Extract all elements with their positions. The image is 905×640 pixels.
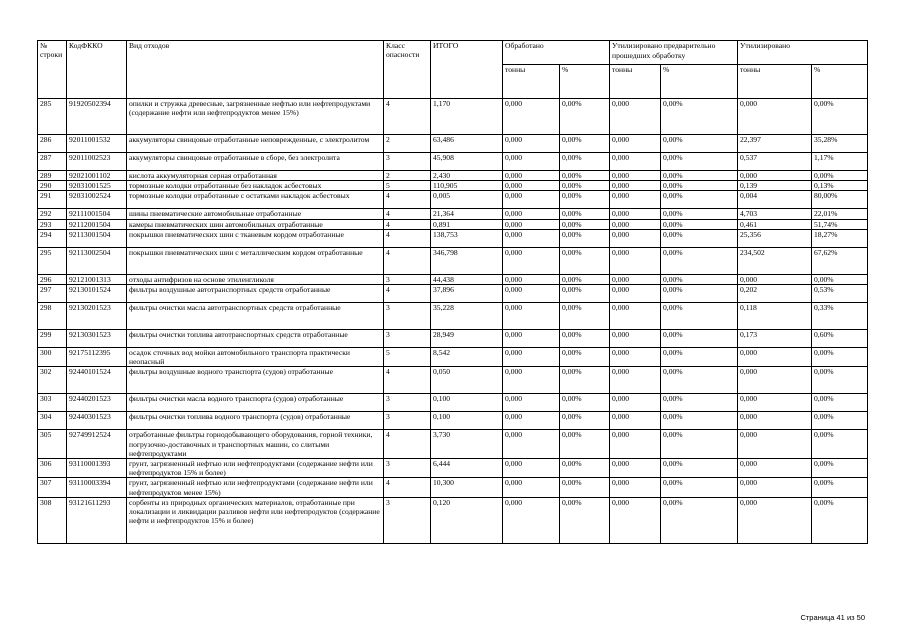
row-number: 308: [38, 497, 67, 543]
utilized-tonnes: 0,118: [738, 303, 812, 330]
utilized-tonnes: 0,004: [738, 191, 812, 209]
waste-name: грунт, загрязненный нефтью или нефтепродуктами (содержание нефти или нефтепродуктов 15% и более): [127, 459, 384, 478]
table-row: [38, 367, 868, 394]
table-row: [38, 285, 868, 303]
utilized-pre-percent: 0,00%: [661, 274, 738, 284]
header-row-no: № строки: [38, 41, 67, 99]
utilized-tonnes: 0,000: [738, 459, 812, 478]
utilized-pre-tonnes: 0,000: [610, 430, 661, 459]
table-row: [38, 274, 868, 284]
processed-percent: 0,00%: [560, 229, 610, 247]
waste-name: отходы антифризов на основе этиленгликоля: [127, 274, 384, 284]
header-utilized-percent: %: [812, 65, 868, 99]
utilized-percent: 0,53%: [812, 285, 868, 303]
utilized-pre-percent: 0,00%: [661, 412, 738, 430]
header-processed-percent: %: [560, 65, 610, 99]
table-row: [38, 330, 868, 348]
total-value: 2,430: [431, 171, 503, 181]
total-value: 0,120: [431, 497, 503, 543]
processed-tonnes: 0,000: [503, 367, 560, 394]
row-number: 289: [38, 171, 67, 181]
table-row: [38, 430, 868, 459]
utilized-tonnes: 234,502: [738, 247, 812, 274]
row-number: 296: [38, 274, 67, 284]
processed-tonnes: 0,000: [503, 247, 560, 274]
hazard-class: 3: [384, 412, 431, 430]
utilized-tonnes: 0,139: [738, 181, 812, 191]
waste-code: 92440201523: [67, 394, 127, 412]
table-row: [38, 497, 868, 543]
utilized-tonnes: 0,537: [738, 153, 812, 171]
utilized-percent: 0,00%: [812, 171, 868, 181]
utilized-pre-percent: 0,00%: [661, 394, 738, 412]
utilized-tonnes: 0,202: [738, 285, 812, 303]
row-number: 307: [38, 478, 67, 497]
total-value: 45,908: [431, 153, 503, 171]
processed-tonnes: 0,000: [503, 274, 560, 284]
utilized-percent: 0,00%: [812, 478, 868, 497]
header-utilized-pre-tonnes: тонны: [610, 65, 661, 99]
utilized-percent: 0,00%: [812, 412, 868, 430]
waste-name: покрышки пневматических шин с металлическим кордом отработанные: [127, 247, 384, 274]
hazard-class: 3: [384, 153, 431, 171]
processed-percent: 0,00%: [560, 478, 610, 497]
table-row: [38, 412, 868, 430]
total-value: 21,364: [431, 209, 503, 219]
utilized-pre-percent: 0,00%: [661, 191, 738, 209]
utilized-pre-tonnes: 0,000: [610, 247, 661, 274]
table-row: [38, 153, 868, 171]
processed-percent: 0,00%: [560, 247, 610, 274]
row-number: 291: [38, 191, 67, 209]
waste-name: покрышки пневматических шин с тканевым кордом отработанные: [127, 229, 384, 247]
processed-tonnes: 0,000: [503, 153, 560, 171]
row-number: 297: [38, 285, 67, 303]
utilized-tonnes: 4,703: [738, 209, 812, 219]
waste-name: фильтры очистки масла водного транспорта (судов) отработанные: [127, 394, 384, 412]
total-value: 0,050: [431, 367, 503, 394]
waste-code: 92175112395: [67, 348, 127, 367]
processed-percent: 0,00%: [560, 367, 610, 394]
utilized-pre-percent: 0,00%: [661, 171, 738, 181]
header-processed-tonnes: тонны: [503, 65, 560, 99]
waste-name: аккумуляторы свинцовые отработанные неповрежденные, с электролитом: [127, 135, 384, 153]
processed-percent: 0,00%: [560, 459, 610, 478]
row-number: 295: [38, 247, 67, 274]
row-number: 292: [38, 209, 67, 219]
waste-name: тормозные колодки отработанные с остатками накладок асбестовых: [127, 191, 384, 209]
waste-code: 92031002524: [67, 191, 127, 209]
row-number: 286: [38, 135, 67, 153]
table-row: [38, 229, 868, 247]
hazard-class: 4: [384, 219, 431, 229]
utilized-pre-tonnes: 0,000: [610, 209, 661, 219]
row-number: 285: [38, 99, 67, 135]
utilized-pre-tonnes: 0,000: [610, 229, 661, 247]
processed-tonnes: 0,000: [503, 430, 560, 459]
processed-tonnes: 0,000: [503, 285, 560, 303]
hazard-class: 3: [384, 497, 431, 543]
utilized-pre-tonnes: 0,000: [610, 303, 661, 330]
utilized-percent: 0,00%: [812, 459, 868, 478]
header-utilized-tonnes: тонны: [738, 65, 812, 99]
utilized-percent: 0,60%: [812, 330, 868, 348]
processed-tonnes: 0,000: [503, 412, 560, 430]
utilized-pre-tonnes: 0,000: [610, 412, 661, 430]
hazard-class: 5: [384, 181, 431, 191]
processed-tonnes: 0,000: [503, 209, 560, 219]
utilized-pre-tonnes: 0,000: [610, 497, 661, 543]
utilized-pre-percent: 0,00%: [661, 153, 738, 171]
header-utilized-pre-percent: %: [661, 65, 738, 99]
utilized-pre-tonnes: 0,000: [610, 171, 661, 181]
hazard-class: 4: [384, 478, 431, 497]
total-value: 0,100: [431, 412, 503, 430]
total-value: 8,542: [431, 348, 503, 367]
processed-percent: 0,00%: [560, 348, 610, 367]
table-row: [38, 348, 868, 367]
utilized-pre-percent: 0,00%: [661, 285, 738, 303]
hazard-class: 4: [384, 99, 431, 135]
hazard-class: 3: [384, 303, 431, 330]
total-value: 63,486: [431, 135, 503, 153]
utilized-percent: 0,00%: [812, 367, 868, 394]
total-value: 37,896: [431, 285, 503, 303]
waste-code: 93110001393: [67, 459, 127, 478]
table-row: [38, 459, 868, 478]
row-number: 300: [38, 348, 67, 367]
utilized-tonnes: 0,000: [738, 171, 812, 181]
processed-percent: 0,00%: [560, 153, 610, 171]
processed-tonnes: 0,000: [503, 219, 560, 229]
utilized-tonnes: 0,000: [738, 478, 812, 497]
processed-tonnes: 0,000: [503, 99, 560, 135]
page-number: Страница 41 из 50: [800, 613, 865, 622]
hazard-class: 5: [384, 348, 431, 367]
hazard-class: 4: [384, 367, 431, 394]
total-value: 110,905: [431, 181, 503, 191]
processed-percent: 0,00%: [560, 99, 610, 135]
table-row: [38, 394, 868, 412]
processed-percent: 0,00%: [560, 171, 610, 181]
utilized-percent: 80,00%: [812, 191, 868, 209]
utilized-pre-tonnes: 0,000: [610, 274, 661, 284]
processed-percent: 0,00%: [560, 497, 610, 543]
utilized-pre-tonnes: 0,000: [610, 459, 661, 478]
utilized-tonnes: 0,000: [738, 99, 812, 135]
waste-name: опилки и стружка древесные, загрязненные нефтью или нефтепродуктами (содержание нефти или нефтепродуктов менее 15%): [127, 99, 384, 135]
waste-code: 93110003394: [67, 478, 127, 497]
row-number: 306: [38, 459, 67, 478]
utilized-percent: 0,00%: [812, 394, 868, 412]
utilized-percent: 1,17%: [812, 153, 868, 171]
hazard-class: 3: [384, 330, 431, 348]
utilized-pre-tonnes: 0,000: [610, 478, 661, 497]
waste-code: 92440301523: [67, 412, 127, 430]
hazard-class: 4: [384, 229, 431, 247]
waste-name: шины пневматические автомобильные отработанные: [127, 209, 384, 219]
table-header: [38, 41, 868, 99]
processed-percent: 0,00%: [560, 219, 610, 229]
waste-code: 92011001532: [67, 135, 127, 153]
utilized-pre-tonnes: 0,000: [610, 330, 661, 348]
waste-name: фильтры очистки масла автотранспортных средств отработанные: [127, 303, 384, 330]
header-total: ИТОГО: [431, 41, 503, 99]
processed-percent: 0,00%: [560, 330, 610, 348]
utilized-pre-tonnes: 0,000: [610, 219, 661, 229]
utilized-percent: 0,13%: [812, 181, 868, 191]
processed-tonnes: 0,000: [503, 191, 560, 209]
utilized-tonnes: 0,000: [738, 394, 812, 412]
utilized-pre-percent: 0,00%: [661, 330, 738, 348]
header-utilized-pre: Утилизировано предварительно прошедших обработку: [610, 41, 738, 65]
utilized-pre-percent: 0,00%: [661, 367, 738, 394]
utilized-percent: 22,01%: [812, 209, 868, 219]
waste-name: фильтры воздушные водного транспорта (судов) отработанные: [127, 367, 384, 394]
utilized-pre-tonnes: 0,000: [610, 153, 661, 171]
utilized-tonnes: 0,461: [738, 219, 812, 229]
header-waste-type: Вид отходов: [127, 41, 384, 99]
table-body: [38, 99, 868, 544]
waste-code: 92130301523: [67, 330, 127, 348]
utilized-pre-percent: 0,00%: [661, 135, 738, 153]
hazard-class: 2: [384, 135, 431, 153]
processed-tonnes: 0,000: [503, 229, 560, 247]
waste-name: камеры пневматических шин автомобильных отработанные: [127, 219, 384, 229]
utilized-percent: 0,00%: [812, 99, 868, 135]
row-number: 294: [38, 229, 67, 247]
utilized-percent: 18,27%: [812, 229, 868, 247]
waste-table: [37, 40, 868, 544]
waste-code: 92021001102: [67, 171, 127, 181]
total-value: 35,228: [431, 303, 503, 330]
table-row: [38, 478, 868, 497]
utilized-pre-percent: 0,00%: [661, 219, 738, 229]
waste-name: аккумуляторы свинцовые отработанные в сборе, без электролита: [127, 153, 384, 171]
utilized-tonnes: 0,000: [738, 497, 812, 543]
waste-name: осадок сточных вод мойки автомобильного транспорта практически неопасный: [127, 348, 384, 367]
waste-code: 92130201523: [67, 303, 127, 330]
waste-code: 92113001504: [67, 229, 127, 247]
hazard-class: 4: [384, 247, 431, 274]
total-value: 3,730: [431, 430, 503, 459]
waste-code: 92130101524: [67, 285, 127, 303]
total-value: 28,949: [431, 330, 503, 348]
total-value: 346,798: [431, 247, 503, 274]
utilized-pre-tonnes: 0,000: [610, 285, 661, 303]
table-row: [38, 171, 868, 181]
waste-code: 92112001504: [67, 219, 127, 229]
waste-name: фильтры воздушные автотранспортных средств отработанные: [127, 285, 384, 303]
processed-percent: 0,00%: [560, 181, 610, 191]
hazard-class: 2: [384, 171, 431, 181]
processed-tonnes: 0,000: [503, 135, 560, 153]
waste-name: тормозные колодки отработанные без накладок асбестовых: [127, 181, 384, 191]
utilized-pre-tonnes: 0,000: [610, 367, 661, 394]
waste-name: отработанные фильтры горнодобывающего оборудования, горной техники, погрузочно-доставочных и транспортных машин, со слитыми нефтепродуктами: [127, 430, 384, 459]
row-number: 303: [38, 394, 67, 412]
total-value: 0,891: [431, 219, 503, 229]
processed-tonnes: 0,000: [503, 330, 560, 348]
header-hazard-class: Класс опасности: [384, 41, 431, 99]
processed-percent: 0,00%: [560, 285, 610, 303]
hazard-class: 4: [384, 430, 431, 459]
row-number: 290: [38, 181, 67, 191]
waste-name: грунт, загрязненный нефтью или нефтепродуктами (содержание нефти или нефтепродуктов менее 15%): [127, 478, 384, 497]
table-row: [38, 209, 868, 219]
table-row: [38, 303, 868, 330]
row-number: 298: [38, 303, 67, 330]
utilized-pre-percent: 0,00%: [661, 303, 738, 330]
utilized-percent: 67,62%: [812, 247, 868, 274]
utilized-tonnes: 25,356: [738, 229, 812, 247]
processed-tonnes: 0,000: [503, 303, 560, 330]
waste-name: фильтры очистки топлива водного транспорта (судов) отработанные: [127, 412, 384, 430]
utilized-pre-tonnes: 0,000: [610, 99, 661, 135]
hazard-class: 4: [384, 285, 431, 303]
utilized-tonnes: 0,000: [738, 430, 812, 459]
utilized-percent: 0,00%: [812, 497, 868, 543]
utilized-pre-percent: 0,00%: [661, 430, 738, 459]
utilized-pre-percent: 0,00%: [661, 229, 738, 247]
waste-code: 93121611293: [67, 497, 127, 543]
utilized-pre-tonnes: 0,000: [610, 348, 661, 367]
processed-percent: 0,00%: [560, 303, 610, 330]
row-number: 287: [38, 153, 67, 171]
processed-percent: 0,00%: [560, 412, 610, 430]
waste-code: 92031001525: [67, 181, 127, 191]
hazard-class: 3: [384, 274, 431, 284]
waste-name: кислота аккумуляторная серная отработанная: [127, 171, 384, 181]
processed-tonnes: 0,000: [503, 348, 560, 367]
waste-code: 92440101524: [67, 367, 127, 394]
waste-code: 92111001504: [67, 209, 127, 219]
header-utilized: Утилизировано: [738, 41, 868, 65]
processed-percent: 0,00%: [560, 191, 610, 209]
utilized-tonnes: 0,000: [738, 274, 812, 284]
table-row: [38, 135, 868, 153]
row-number: 304: [38, 412, 67, 430]
table-row: [38, 181, 868, 191]
processed-percent: 0,00%: [560, 209, 610, 219]
total-value: 138,753: [431, 229, 503, 247]
utilized-percent: 51,74%: [812, 219, 868, 229]
total-value: 10,300: [431, 478, 503, 497]
processed-tonnes: 0,000: [503, 394, 560, 412]
hazard-class: 4: [384, 209, 431, 219]
utilized-pre-percent: 0,00%: [661, 181, 738, 191]
utilized-percent: 0,00%: [812, 348, 868, 367]
processed-percent: 0,00%: [560, 394, 610, 412]
utilized-pre-tonnes: 0,000: [610, 394, 661, 412]
header-processed: Обработано: [503, 41, 610, 65]
processed-tonnes: 0,000: [503, 459, 560, 478]
total-value: 44,438: [431, 274, 503, 284]
utilized-pre-percent: 0,00%: [661, 497, 738, 543]
processed-tonnes: 0,000: [503, 497, 560, 543]
waste-code: 92749912524: [67, 430, 127, 459]
processed-percent: 0,00%: [560, 430, 610, 459]
hazard-class: 4: [384, 191, 431, 209]
header-code: КодФККО: [67, 41, 127, 99]
utilized-pre-percent: 0,00%: [661, 348, 738, 367]
row-number: 305: [38, 430, 67, 459]
waste-name: фильтры очистки топлива автотранспортных средств отработанные: [127, 330, 384, 348]
table-row: [38, 99, 868, 135]
processed-tonnes: 0,000: [503, 478, 560, 497]
total-value: 6,444: [431, 459, 503, 478]
row-number: 302: [38, 367, 67, 394]
row-number: 299: [38, 330, 67, 348]
utilized-percent: 0,33%: [812, 303, 868, 330]
utilized-pre-percent: 0,00%: [661, 209, 738, 219]
utilized-tonnes: 0,000: [738, 412, 812, 430]
utilized-pre-percent: 0,00%: [661, 478, 738, 497]
processed-percent: 0,00%: [560, 274, 610, 284]
waste-name: сорбенты из природных органических материалов, отработанные при локализации и ликвидации разливов нефти или нефтепродуктов (содержание нефти и нефтепродуктов 15% и более): [127, 497, 384, 543]
total-value: 0,100: [431, 394, 503, 412]
hazard-class: 3: [384, 394, 431, 412]
utilized-pre-percent: 0,00%: [661, 247, 738, 274]
utilized-pre-tonnes: 0,000: [610, 181, 661, 191]
table-row: [38, 191, 868, 209]
utilized-pre-percent: 0,00%: [661, 459, 738, 478]
table-row: [38, 247, 868, 274]
utilized-tonnes: 0,173: [738, 330, 812, 348]
table-row: [38, 219, 868, 229]
row-number: 293: [38, 219, 67, 229]
utilized-percent: 0,00%: [812, 430, 868, 459]
waste-code: 91920502394: [67, 99, 127, 135]
utilized-tonnes: 0,000: [738, 367, 812, 394]
utilized-tonnes: 22,397: [738, 135, 812, 153]
waste-code: 92011002523: [67, 153, 127, 171]
waste-code: 92113002504: [67, 247, 127, 274]
processed-tonnes: 0,000: [503, 181, 560, 191]
processed-percent: 0,00%: [560, 135, 610, 153]
utilized-percent: 0,00%: [812, 274, 868, 284]
utilized-pre-percent: 0,00%: [661, 99, 738, 135]
utilized-percent: 35,28%: [812, 135, 868, 153]
waste-code: 92121001313: [67, 274, 127, 284]
processed-tonnes: 0,000: [503, 171, 560, 181]
utilized-pre-tonnes: 0,000: [610, 191, 661, 209]
utilized-pre-tonnes: 0,000: [610, 135, 661, 153]
total-value: 1,170: [431, 99, 503, 135]
hazard-class: 3: [384, 459, 431, 478]
total-value: 0,005: [431, 191, 503, 209]
utilized-tonnes: 0,000: [738, 348, 812, 367]
